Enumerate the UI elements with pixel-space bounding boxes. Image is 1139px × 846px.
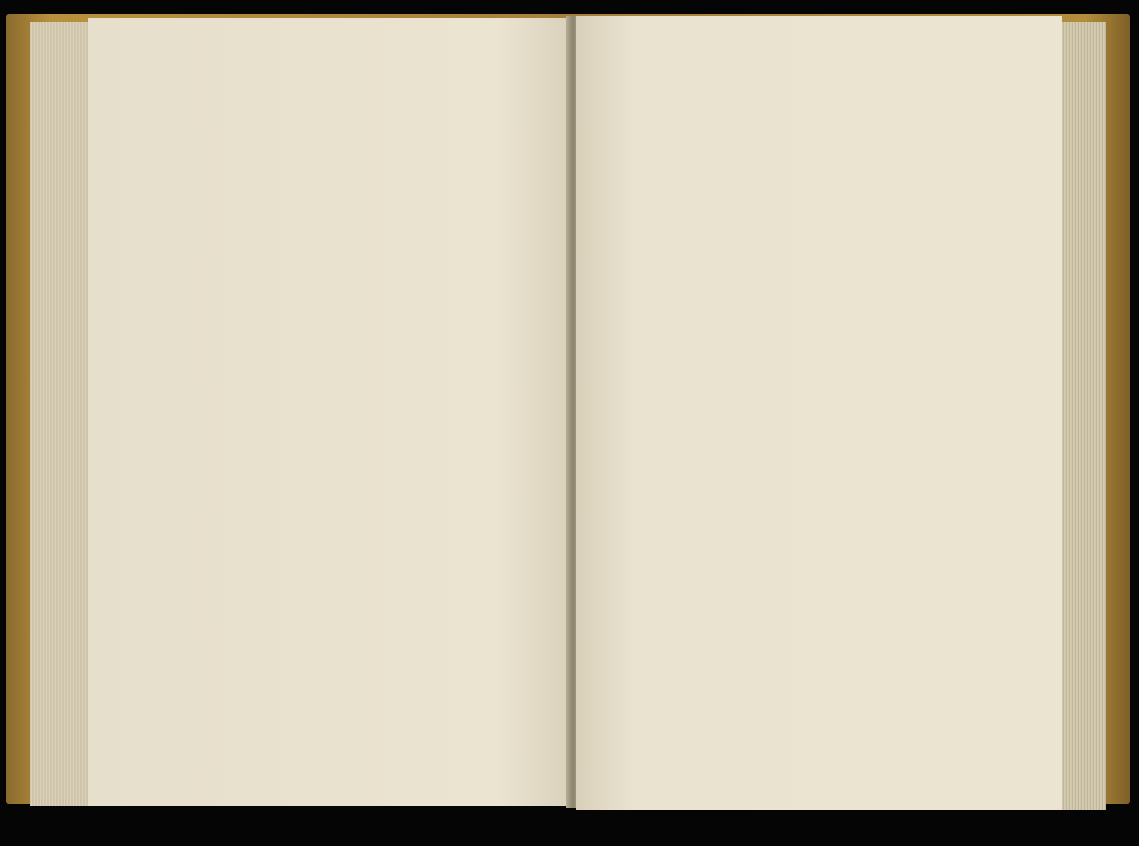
- page-edges-left: [30, 22, 88, 806]
- right-page: [576, 16, 1062, 810]
- left-page: [88, 18, 570, 806]
- page-edges-right: [1060, 22, 1106, 810]
